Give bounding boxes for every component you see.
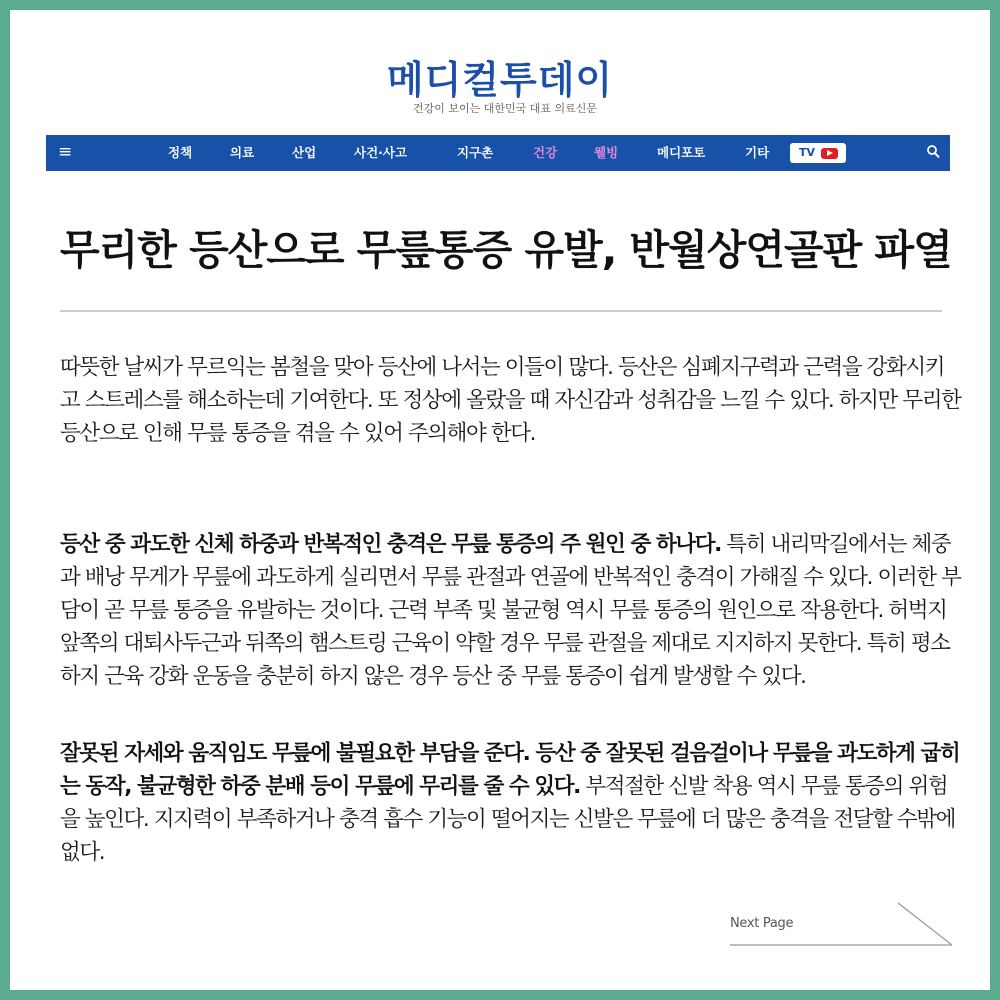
nav-item-incidents[interactable]: 사건·사고 xyxy=(354,145,408,160)
site-tagline: 건강이 보이는 대한민국 대표 의료신문 xyxy=(412,102,597,115)
nav-item-health[interactable]: 건강 xyxy=(533,145,558,160)
search-icon[interactable] xyxy=(926,144,940,160)
youtube-icon xyxy=(821,148,838,159)
paragraph-2-text: 특히 내리막길에서는 체중과 배낭 무게가 무릎에 과도하게 실리면서 무릎 관절과 연골에 반복적인 충격이 가해질 수 있다. 이러한 부담이 곧 무릎 통증을 유발하는 것이다. 근력 부족 및 불균형 역시 무릎 통증의 원인으로 작용한다. 허벅지 앞쪽의 대퇴사두근과 뒤쪽의 햄스트링 근육이 약할 경우 무릎 관절을 제대로 지지하지 못한다. 특히 평소 하지 근육 강화 운동을 충분히 하지 않은 경우 등산 중 무릎 통증이 쉽게 발생할 수 있다. xyxy=(60,532,961,689)
nav-item-industry[interactable]: 산업 xyxy=(292,145,317,160)
site-logo[interactable]: 메디컬투데이 xyxy=(386,58,614,102)
nav-item-mediphoto[interactable]: 메디포토 xyxy=(657,145,706,160)
tv-button[interactable] xyxy=(790,143,846,163)
main-nav xyxy=(46,135,950,171)
page-frame xyxy=(10,10,990,990)
nav-item-policy[interactable]: 정책 xyxy=(168,145,193,160)
article-headline: 무리한 등산으로 무릎통증 유발, 반월상연골판 파열 xyxy=(60,226,952,274)
paragraph-1-text: 따뜻한 날씨가 무르익는 봄철을 맞아 등산에 나서는 이들이 많다. 등산은 심폐지구력과 근력을 강화시키고 스트레스를 해소하는데 기여한다. 또 정상에 올랐을 때 자신감과 성취감을 느낄 수 있다. 하지만 무리한 등산으로 인해 무릎 통증을 겪을 수 있어 주의해야 한다. xyxy=(60,355,961,446)
menu-icon[interactable]: ≡ xyxy=(58,142,73,162)
next-page-link[interactable]: Next Page xyxy=(730,916,794,931)
paragraph-3-lead: 잘못된 자세와 움직임도 무릎에 불필요한 부담을 준다. 등산 중 잘못된 걸음걸이나 무릎을 과도하게 굽히는 동작, 불균형한 하중 분배 등이 무릎에 무리를 줄 수 있다. xyxy=(60,741,960,799)
article-paragraph-1 xyxy=(60,351,962,450)
tv-label: TV xyxy=(799,146,816,159)
headline-divider xyxy=(60,310,942,312)
nav-item-wellbeing[interactable]: 웰빙 xyxy=(594,145,619,160)
article-paragraph-2 xyxy=(60,528,962,693)
paragraph-2-lead: 등산 중 과도한 신체 하중과 반복적인 충격은 무릎 통증의 주 원인 중 하나다. xyxy=(60,532,721,557)
article-paragraph-3 xyxy=(60,737,962,869)
nav-item-world[interactable]: 지구촌 xyxy=(457,145,494,160)
nav-item-medical[interactable]: 의료 xyxy=(230,145,255,160)
paragraph-3-text: 부적절한 신발 착용 역시 무릎 통증의 위험을 높인다. 지지력이 부족하거나 충격 흡수 기능이 떨어지는 신발은 무릎에 더 많은 충격을 전달할 수밖에 없다. xyxy=(60,774,956,865)
nav-item-etc[interactable]: 기타 xyxy=(745,145,770,160)
